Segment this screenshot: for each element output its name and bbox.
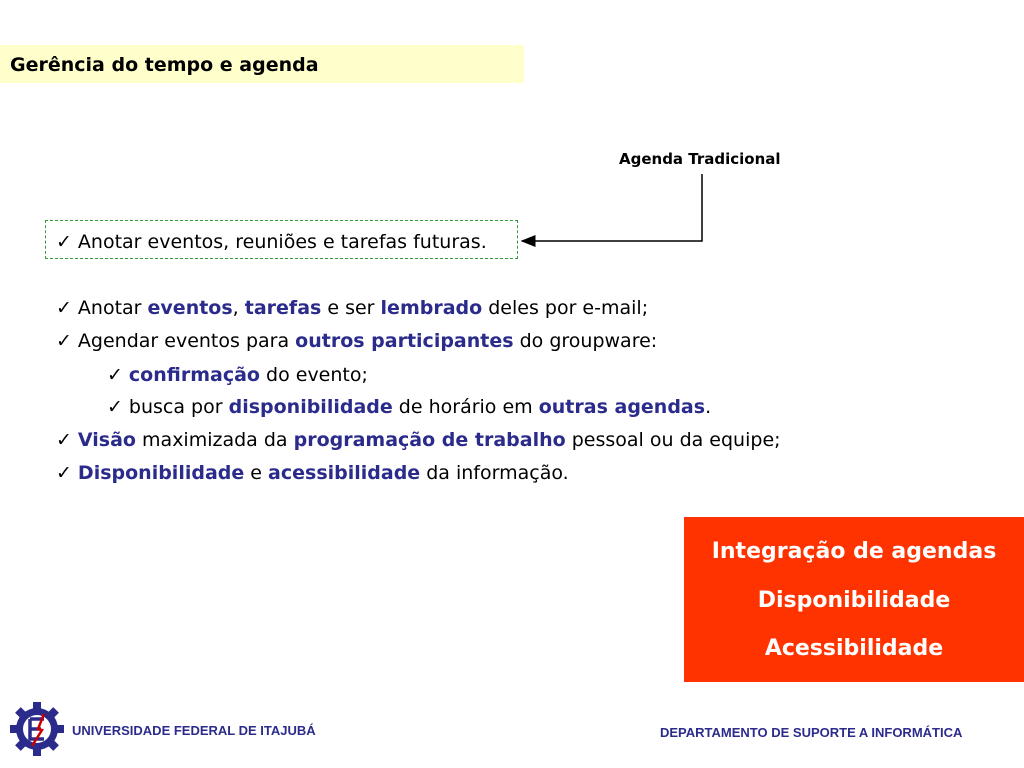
footer-department: DEPARTAMENTO DE SUPORTE A INFORMÁTICA — [660, 725, 963, 740]
sub-bullet-item-1 — [107, 364, 368, 386]
bullet-highlight: confirmação — [128, 364, 260, 386]
boxed-item-text: Anotar eventos, reuniões e tarefas futuras. — [77, 231, 487, 253]
highlight-line-1: Integração de agendas — [711, 539, 997, 564]
bullet-highlight: Disponibilidade — [77, 462, 245, 484]
checkmark-icon: ✓ — [56, 231, 72, 253]
bullet-text: Anotar — [77, 297, 148, 319]
bullet-text: maximizada da — [136, 429, 294, 451]
bullet-highlight: Visão — [77, 429, 136, 451]
bullet-highlight: disponibilidade — [228, 396, 393, 418]
bullet-text: pessoal ou da equipe; — [565, 429, 781, 451]
bullet-text: Agendar eventos para — [77, 330, 296, 352]
bullet-text: e ser — [321, 297, 381, 319]
bullet-highlight: outros participantes — [295, 330, 514, 352]
highlight-box — [684, 517, 1024, 682]
bullet-text: do groupware: — [513, 330, 658, 352]
highlight-line-3: Acessibilidade — [764, 636, 944, 661]
checkmark-icon: ✓ — [107, 364, 123, 386]
bullet-item-3 — [56, 429, 781, 451]
bullet-highlight: acessibilidade — [268, 462, 421, 484]
bullet-text: e — [244, 462, 269, 484]
bullet-text: deles por e-mail; — [482, 297, 649, 319]
callout-label: Agenda Tradicional — [619, 150, 781, 168]
bullet-item-2 — [56, 330, 657, 352]
bullet-item-4 — [56, 462, 569, 484]
bullet-highlight: eventos — [147, 297, 233, 319]
bullet-highlight: tarefas — [244, 297, 322, 319]
checkmark-icon: ✓ — [56, 429, 72, 451]
bullet-text: de horário em — [392, 396, 539, 418]
bullet-highlight: programação de trabalho — [293, 429, 566, 451]
bullet-text: . — [705, 396, 712, 418]
title-bar — [0, 45, 524, 83]
sub-bullet-item-2 — [107, 396, 711, 418]
bullet-item-1 — [56, 297, 648, 319]
page-title: Gerência do tempo e agenda — [10, 54, 319, 76]
bullet-text: da informação. — [420, 462, 569, 484]
bullet-text: busca por — [128, 396, 229, 418]
checkmark-icon: ✓ — [107, 396, 123, 418]
bullet-highlight: outras agendas — [538, 396, 706, 418]
checkmark-icon: ✓ — [56, 330, 72, 352]
checkmark-icon: ✓ — [56, 462, 72, 484]
boxed-item — [56, 231, 487, 253]
checkmark-icon: ✓ — [56, 297, 72, 319]
footer-university: UNIVERSIDADE FEDERAL DE ITAJUBÁ — [72, 723, 316, 738]
gear-logo-icon — [8, 700, 66, 758]
bullet-text: , — [232, 297, 245, 319]
bullet-highlight: lembrado — [380, 297, 483, 319]
highlight-line-2: Disponibilidade — [757, 588, 951, 613]
bullet-text: do evento; — [259, 364, 368, 386]
